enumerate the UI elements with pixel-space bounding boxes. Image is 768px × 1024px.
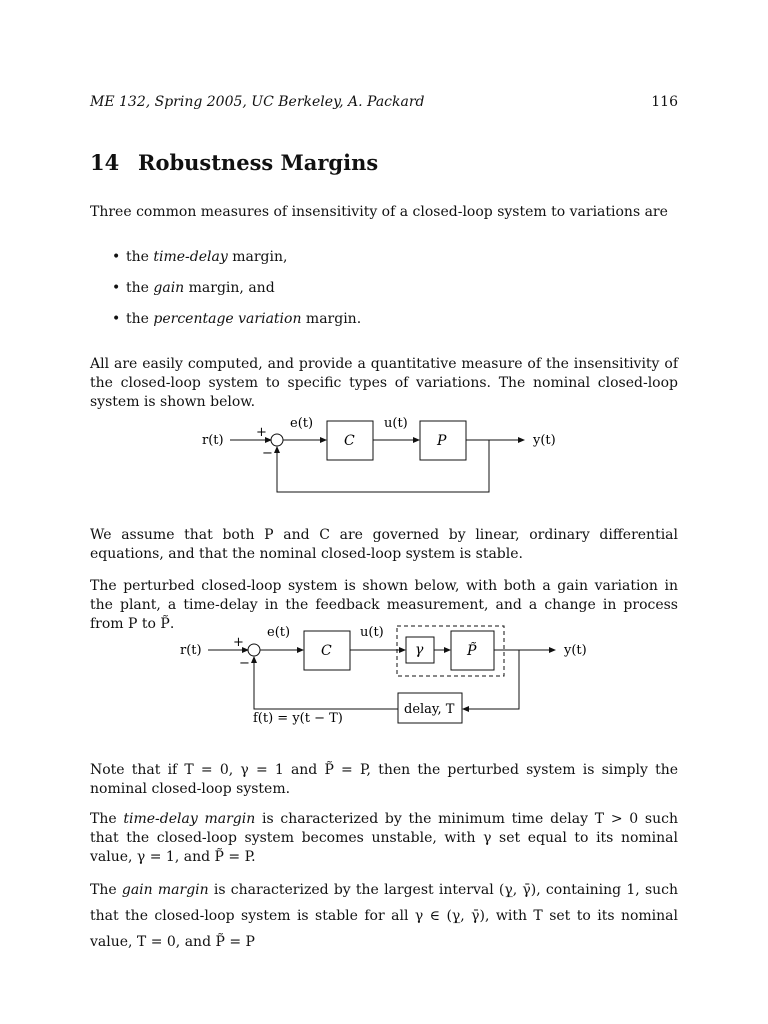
paragraph-assumption: We assume that both P and C are governed by linear, ordinary differential equations, and that the nominal closed-loop system is stable. (90, 527, 678, 562)
summing-junction (248, 644, 260, 656)
summing-junction (271, 434, 283, 446)
signal-y: y(t) (564, 643, 587, 658)
signal-e: e(t) (290, 416, 314, 431)
controller-label: C (344, 433, 355, 449)
margin-list (112, 248, 361, 341)
header-page-number: 116 (651, 94, 678, 110)
plant-label: P (437, 433, 447, 449)
header-course: ME 132, Spring 2005, UC Berkeley, A. Packard (90, 94, 425, 110)
signal-y: y(t) (533, 433, 556, 448)
paragraph-note: Note that if T = 0, γ = 1 and P̃ = P, then the perturbed system is simply the nominal closed-loop system. (90, 762, 678, 797)
section-title: Robustness Margins (138, 150, 379, 175)
feedback-signal-f: f(t) = y(t − T) (253, 711, 343, 726)
section-heading (90, 150, 378, 175)
list-item: • the gain margin, and (112, 279, 361, 310)
signal-r: r(t) (202, 433, 224, 448)
minus-sign: − (262, 446, 273, 461)
controller-label: C (321, 643, 332, 659)
delay-label: delay, T (404, 702, 455, 717)
running-header (90, 94, 678, 112)
perturbed-plant-label: P̃ (467, 643, 477, 659)
paragraph-perturbed: The perturbed closed-loop system is shown below, with both a gain variation in the plant, a time-delay in the feedback measurement, and a change in process from P to P̃. (90, 578, 678, 632)
paragraph-gain-margin: The gain margin is characterized by the largest interval (γ̲, γ̄), containing 1, such that the closed-loop system is stable for all γ ∈ (γ̲, γ̄), with T set to its nominal value, T = 0, and P̃ = P (90, 882, 679, 950)
signal-u: u(t) (384, 416, 408, 431)
paragraph-time-delay-margin: The time-delay margin is characterized by the minimum time delay T > 0 such that the closed-loop system becomes unstable, with γ set equal to its nominal value, γ = 1, and P̃ = P. (90, 811, 678, 865)
gain-label: γ (415, 642, 424, 658)
perturbed-loop-diagram (90, 618, 678, 730)
paragraph-all-computed: All are easily computed, and provide a quantitative measure of the insensitivity of the closed-loop system to specific types of variations. The nominal closed-loop system is shown below. (90, 356, 678, 410)
intro-paragraph: Three common measures of insensitivity of a closed-loop system to variations are (90, 204, 668, 220)
signal-e: e(t) (267, 625, 291, 640)
signal-u: u(t) (360, 625, 384, 640)
plus-sign: + (256, 425, 267, 440)
plus-sign: + (233, 635, 244, 650)
list-item: • the time-delay margin, (112, 248, 361, 279)
section-number: 14 (90, 150, 120, 175)
minus-sign: − (239, 656, 250, 671)
list-item: • the percentage variation margin. (112, 310, 361, 341)
signal-r: r(t) (180, 643, 202, 658)
nominal-loop-diagram (90, 405, 678, 500)
